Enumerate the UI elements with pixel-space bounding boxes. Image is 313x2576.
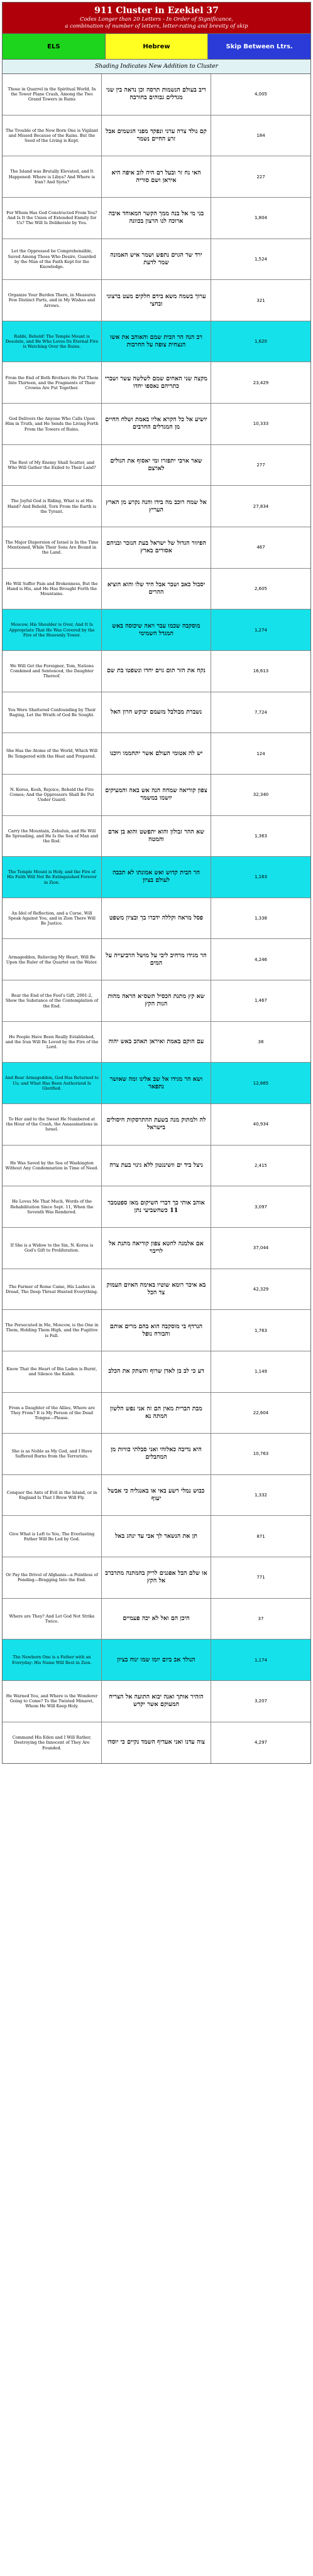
row-skip-value: 1,620 <box>254 339 268 345</box>
table-row <box>3 1516 310 1557</box>
row-skip-value: 1,763 <box>254 1328 268 1333</box>
row-skip-value: 467 <box>256 545 265 550</box>
row-english-translation: Give What is Left to You, The Everlasting Father Will Be Led by God. <box>3 1516 102 1557</box>
table-row <box>3 1475 310 1516</box>
row-hebrew-text: ריב בעולם הנשמות תרסה וכן נראה בין שני מגדלים גבוהים בחורבה <box>102 74 211 115</box>
row-english-translation: She Has the Atoms of the World, Which Will Be Tempered with the Heat and Prepared. <box>3 733 102 774</box>
table-row <box>3 939 310 980</box>
row-skip-value: 2,415 <box>254 1162 268 1168</box>
row-skip-value: 1,467 <box>254 998 268 1004</box>
table-row <box>3 1022 310 1063</box>
table-row <box>3 1228 310 1269</box>
row-hebrew-text: היכן הם ואל לא יכה פעמיים <box>102 1599 211 1640</box>
row-hebrew-text: צפון קוריאה שמחה הנה אש באה והמעיקים יושמו במשמר <box>102 775 211 815</box>
row-skip-value: 2,605 <box>254 586 268 591</box>
page-subtitle-line-2: a combination of number of letters, letter-rating and brevity of skip <box>65 23 248 30</box>
row-hebrew-text: יסבול כאב ושבר אבל היד שלו והוא הוציא ההרים <box>102 569 211 609</box>
table-row <box>3 1434 310 1475</box>
row-english-translation: Rabbi, Behold! The Temple Mount is Desolate, and He Who Loves Its Eternal Fire is Watching Over the Ruins. <box>3 321 102 362</box>
page-subtitle-line-1: Codes Longer than 20 Letters - In Order of Significance, <box>80 16 233 23</box>
table-row <box>3 198 310 239</box>
row-skip-value: 321 <box>256 298 265 303</box>
row-skip-value: 871 <box>256 1533 265 1539</box>
row-hebrew-text: מוסקבה שכמו עבר ויאה שיכוסה באש המגדל השמימי <box>102 609 211 650</box>
row-hebrew-text: היא נדיבה כאלוהי ואני סבלתי כוויות מן המחבלים <box>102 1434 211 1474</box>
row-hebrew-text: האי נח זר ובעל רם היה לוב איפה היא איראן ושם סוריה <box>102 156 211 197</box>
table-row <box>3 980 310 1022</box>
table-row <box>3 775 310 816</box>
table-row <box>3 651 310 692</box>
row-english-translation: Or Pay the Drivel of Afghanis—a Pointless of Pending—Bragging Into the End. <box>3 1557 102 1598</box>
row-english-translation: He Warned You, and Where is the Wonderer Going to Come? To the Twisted Minaret, Whom He Will Keep Holy. <box>3 1681 102 1722</box>
row-english-translation: Command His Eden and I Will Rather, Destroying the Innocent of They Are Founded. <box>3 1722 102 1764</box>
row-hebrew-text: אל שמח רוכב מה בידו והנה נקרע מן הארץ העריץ <box>102 486 211 527</box>
row-english-translation: You Were Shattered Confounding by Their Raging, Let the Wrath of God Be Sought. <box>3 692 102 733</box>
row-hebrew-text: צוה עדנו ואני אעדיף השמד נקיים כי יוסדו <box>102 1722 211 1764</box>
row-skip-value: 38 <box>258 1039 264 1045</box>
row-skip-value: 22,604 <box>253 1410 269 1415</box>
table-row <box>3 898 310 940</box>
table-row <box>3 280 310 321</box>
row-skip-value: 1,363 <box>254 833 268 839</box>
column-header-bar <box>3 34 310 60</box>
row-skip-value: 1,804 <box>254 215 268 221</box>
table-row <box>3 609 310 651</box>
row-hebrew-text: יושיע אל כל הקרא אליו באמת ושלח החיים מן המגדלים החרבים <box>102 404 211 444</box>
table-row <box>3 362 310 404</box>
table-row <box>3 1722 310 1764</box>
row-hebrew-text: בני מי אל בנה ממך הקשר המאוחד איבה ארוכה לנו הרצון בכוונה <box>102 198 211 239</box>
row-english-translation: Conquer the Ants of Evil in the Island, or in England Is That I Brew Will Fly. <box>3 1475 102 1516</box>
row-skip-value: 12,665 <box>253 1080 269 1086</box>
table-row <box>3 1351 310 1393</box>
row-skip-value: 16,613 <box>253 668 269 674</box>
row-hebrew-text: אם אלמנה לחטא צפון קוריאה מתנת אל לריבוי <box>102 1228 211 1269</box>
row-english-translation: N. Korea, Kosh, Rejoice, Behold the Fire Comes; And the Oppressors Shall Be Put Under Guard. <box>3 775 102 815</box>
row-english-translation: To Her and to the Sweet He Numbered at the Hour of the Crash, the Assassinations in Israel. <box>3 1104 102 1145</box>
row-english-translation: The Farmer of Rome Came, His Lashes in Dread, The Deep Threat Hunted Everything. <box>3 1269 102 1310</box>
row-english-translation: From the End of Both Brothers He Put Them Into Thirteen, and the Fragments of Their Crowns Are Put Together. <box>3 362 102 403</box>
row-hebrew-text: לה ולמתוק מנה בשעת ההתרסקות חיסולים בישראל <box>102 1104 211 1145</box>
row-hebrew-text: מבת הברית מאין הם זה אני נפש הלשון המתה נא <box>102 1393 211 1434</box>
shading-legend: Shading Indicates New Addition to Cluster <box>3 60 310 74</box>
table-row <box>3 1269 310 1311</box>
row-hebrew-text: תן את הנשאר לך אבי עד ינהג באל <box>102 1516 211 1557</box>
row-hebrew-text: הנרדף בי מוסקבה הוא בהם מרים אותם והבורח נופל <box>102 1310 211 1351</box>
cluster-rows <box>3 74 310 1763</box>
row-hebrew-text: הר הבית קדוש ואש אמונתו לא תכבה לעולם בציון <box>102 857 211 898</box>
row-hebrew-text: עם הוקם באמת ואיראן תאהב באש יהוה <box>102 1022 211 1063</box>
row-english-translation: Those in Quarrel in the Spiritual World, In the Tower Plane Crash, Among the Two Grand Towers in Ruins <box>3 74 102 115</box>
row-skip-value: 277 <box>256 463 265 468</box>
row-skip-value: 1,332 <box>254 1493 268 1498</box>
row-english-translation: Where are They? And Let God Not Strike Twice. <box>3 1599 102 1640</box>
row-english-translation: She is as Noble as My God, and I Have Suffered Burns from the Terrorists. <box>3 1434 102 1474</box>
row-english-translation: The Trouble of the New Born One is Vigilant and Missed Because of the Rains. But the Seed of the Living is Kept. <box>3 115 102 156</box>
row-english-translation: The Island was Brutally Elevated, and It Happened: Where is Libya? And Where is Iran? And Syria? <box>3 156 102 197</box>
row-english-translation: The Persecuted in Me, Moscow, is the One in Them, Holding Them High, and the Fugitive is Fall. <box>3 1310 102 1351</box>
row-hebrew-text: או שלם הבל אפגנים לריק בהמתנה מתרברב אל הקץ <box>102 1557 211 1598</box>
column-header-skip[interactable]: Skip Between Ltrs. <box>208 34 310 59</box>
table-row <box>3 733 310 775</box>
table-row <box>3 115 310 157</box>
row-hebrew-text: רב הנה הר הבית שמם והאוהב את אשו הנצחית צופה על החרבות <box>102 321 211 362</box>
table-row <box>3 156 310 198</box>
row-english-translation: The Temple Mount is Holy, and the Fire of His Faith Will Not Be Extinguished Forever in Zion. <box>3 857 102 898</box>
row-hebrew-text: ערוך בשמה משא בידם חלקים מעט ברצוני ובחצי <box>102 280 211 321</box>
row-skip-value: 1,149 <box>254 1369 268 1375</box>
table-row <box>3 1393 310 1434</box>
row-hebrew-text: פסל מראה וקללה ידברו בך ובציון משפט <box>102 898 211 939</box>
page-title: 911 Cluster in Ezekiel 37 <box>94 6 219 16</box>
row-hebrew-text: הנולד אב ביום יומו שמו ינוח בציון <box>102 1640 211 1680</box>
row-english-translation: Armageddon, Relieving My Heart, Will Be Upon the Ruler of the Quartet on the Water. <box>3 939 102 980</box>
row-skip-value: 4,005 <box>254 92 268 97</box>
table-row <box>3 857 310 898</box>
column-header-els[interactable]: ELS <box>3 34 106 59</box>
row-hebrew-text: הפיזור הגדול של ישראל בעת הנזכר ובניהם אסורים בארץ <box>102 527 211 568</box>
row-hebrew-text: ושא הר מגידו אל שב אלינו ומה שאושר נתפאר <box>102 1063 211 1103</box>
table-row <box>3 1599 310 1640</box>
row-skip-value: 42,329 <box>253 1286 269 1292</box>
row-english-translation: If She is a Widow to the Sin, N. Korea is God's Gift to Proliferation. <box>3 1228 102 1269</box>
row-skip-value: 124 <box>256 751 265 756</box>
column-header-hebrew[interactable]: Hebrew <box>106 34 209 59</box>
table-row <box>3 692 310 734</box>
row-hebrew-text: שא ההר זבולון והוא יתפשט והוא בן אדם והמטה <box>102 816 211 857</box>
row-hebrew-text: יש לה אטומי העולם אשר יתחממו ויוכנו <box>102 733 211 774</box>
row-skip-value: 7,724 <box>254 709 268 715</box>
table-row <box>3 321 310 363</box>
row-english-translation: He People Have Been Really Established, and the Iran Will Be Loved by the Fire of the Lord. <box>3 1022 102 1063</box>
row-skip-value: 227 <box>256 174 265 180</box>
row-english-translation: God Delivers the Anyone Who Calls Upon Him in Truth, and He Sends the Living Forth From the Towers of Ruins. <box>3 404 102 444</box>
row-skip-value: 184 <box>256 132 265 138</box>
row-skip-value: 37,044 <box>253 1245 269 1251</box>
cluster-table <box>2 2 311 1764</box>
row-english-translation: He Will Suffer Pain and Brokenness, But the Hand is His, and He Has Brought Forth the Mountains. <box>3 569 102 609</box>
row-english-translation: Bear the End of the Fool's Gift, 2001-2, Show the Substance of the Contemplation of the End. <box>3 980 102 1021</box>
table-row <box>3 239 310 281</box>
table-row <box>3 1063 310 1104</box>
row-skip-value: 4,297 <box>254 1740 268 1746</box>
row-english-translation: The Rest of My Enemy Shall Scatter, and Who Will Gather the Exiled to Their Land? <box>3 445 102 486</box>
table-row <box>3 445 310 486</box>
row-english-translation: Carry the Mountain, Zebulun, and He Will Be Spreading, and He Is the Son of Man and the Rod. <box>3 816 102 857</box>
table-row <box>3 569 310 610</box>
page-header <box>3 3 310 34</box>
table-row <box>3 1557 310 1599</box>
row-english-translation: For Whom Has God Constructed From You? And Is It the Union of Extended Enmity for Us? The Will Is Deliberate by You. <box>3 198 102 239</box>
table-row <box>3 1146 310 1187</box>
row-skip-value: 1,163 <box>254 874 268 880</box>
row-skip-value: 10,763 <box>253 1451 269 1457</box>
row-english-translation: And Bear Armageddon, God Has Returned to Us; and What Has Been Authorized Is Glorified. <box>3 1063 102 1103</box>
row-english-translation: From a Daughter of the Allies, Where are They From? It is My Person of the Dead Tongue—Please. <box>3 1393 102 1434</box>
row-english-translation: Let the Oppressed be Comprehensible, Saved Among Those Who Desire, Guarded by the Man of the Faith Kept for the Knowledge. <box>3 239 102 280</box>
row-english-translation: The Major Dispersion of Israel is In the Time Mentioned, While Their Sons Are Bound in the Land. <box>3 527 102 568</box>
row-hebrew-text: הזהיר אותך ואנה יבוא התועה אל הצריח המעוקם אשר יקדש <box>102 1681 211 1722</box>
row-skip-value: 1,338 <box>254 916 268 921</box>
table-row <box>3 1681 310 1722</box>
row-english-translation: Moscow, His Shoulder is Over, And It Is Appropriate That He Was Covered by the Fire of the Heavenly Tower. <box>3 609 102 650</box>
row-hebrew-text: נשברת מבולבל מזעמם יבוקש חרון האל <box>102 692 211 733</box>
row-skip-value: 40,934 <box>253 1122 269 1127</box>
row-skip-value: 1,524 <box>254 256 268 262</box>
row-hebrew-text: נקח את הזר תום גוים יחדו ונשפטו בת שם <box>102 651 211 692</box>
row-hebrew-text: קם נולד צרה ערני ונפקד מפני הגשמים אבל זרע החיים נשמר <box>102 115 211 156</box>
row-skip-value: 3,097 <box>254 1204 268 1210</box>
table-row <box>3 1186 310 1228</box>
row-skip-value: 4,246 <box>254 957 268 962</box>
row-english-translation: Organize Your Burden There, in Measures Few Distinct Parts, and in My Wishes and Arrows. <box>3 280 102 321</box>
table-row <box>3 527 310 569</box>
row-english-translation: The Joyful God is Riding, What is at His Hand? And Behold, Torn From the Earth is the Tyrant. <box>3 486 102 527</box>
row-skip-value: 3,207 <box>254 1699 268 1704</box>
row-skip-value: 771 <box>256 1575 265 1580</box>
row-english-translation: We Will Get the Foreigner, Tom, Nations Combined and Sentenced, the Daughter Thereof. <box>3 651 102 692</box>
table-row <box>3 404 310 445</box>
row-hebrew-text: ניצל ביד ים וושינגטון ללא גינוי בעת צרה <box>102 1146 211 1186</box>
row-hebrew-text: הר מגידו מרחיב ליבי על מושל הרביעייה על המים <box>102 939 211 980</box>
row-english-translation: An Idol of Reflection, and a Curse, Will Speak Against You, and in Zion There Will Be Justice. <box>3 898 102 939</box>
row-hebrew-text: ירד שר הגוים נתפש ושמר איש האמונה שמר לדעת <box>102 239 211 280</box>
row-skip-value: 1,174 <box>254 1657 268 1663</box>
table-row <box>3 74 310 115</box>
row-english-translation: The Newborn One is a Father with an Everyday: His Name Will Rest in Zion. <box>3 1640 102 1680</box>
row-english-translation: Know That the Heart of Bin Laden is Burnt, and Silence the Kaleb. <box>3 1351 102 1392</box>
row-hebrew-text: שא קץ מתנת הכסיל תשס״א הראה מהות הגות הקץ <box>102 980 211 1021</box>
table-row <box>3 1640 310 1681</box>
table-row <box>3 486 310 527</box>
table-row <box>3 1104 310 1146</box>
table-row <box>3 1310 310 1351</box>
row-hebrew-text: דע כי לב בן לאדן שרוף והשתק את הכלב <box>102 1351 211 1392</box>
row-hebrew-text: כבוש נמלי רשע באי או באנגליה כי אבשל יעוף <box>102 1475 211 1516</box>
row-skip-value: 37 <box>258 1616 264 1622</box>
row-hebrew-text: בא איכר רומא שוטיו באימה האיום העמוק צד הכל <box>102 1269 211 1310</box>
row-skip-value: 32,340 <box>253 792 269 798</box>
table-row <box>3 816 310 857</box>
row-hebrew-text: שאר אויבי יתפזרו ומי יאסוף את הגולים לארצם <box>102 445 211 486</box>
row-skip-value: 10,333 <box>253 421 269 427</box>
row-skip-value: 23,429 <box>253 380 269 385</box>
row-english-translation: He Was Saved by the Sea of Washington Without Any Condemnation in Time of Need. <box>3 1146 102 1186</box>
row-hebrew-text: אוהב אותי כך דברי השיקום מאז ספטמבר 11 כשהשביעי נתן <box>102 1186 211 1227</box>
row-hebrew-text: מקצה שני האחים שמם לשלשה עשר ושברי כתריהם נאספו יחדו <box>102 362 211 403</box>
row-skip-value: 1,274 <box>254 627 268 633</box>
row-english-translation: He Loves Me That Much, Words of the Rehabilitation Since Sept. 11, When the Seventh Was Rendered. <box>3 1186 102 1227</box>
row-skip-value: 27,834 <box>253 503 269 509</box>
